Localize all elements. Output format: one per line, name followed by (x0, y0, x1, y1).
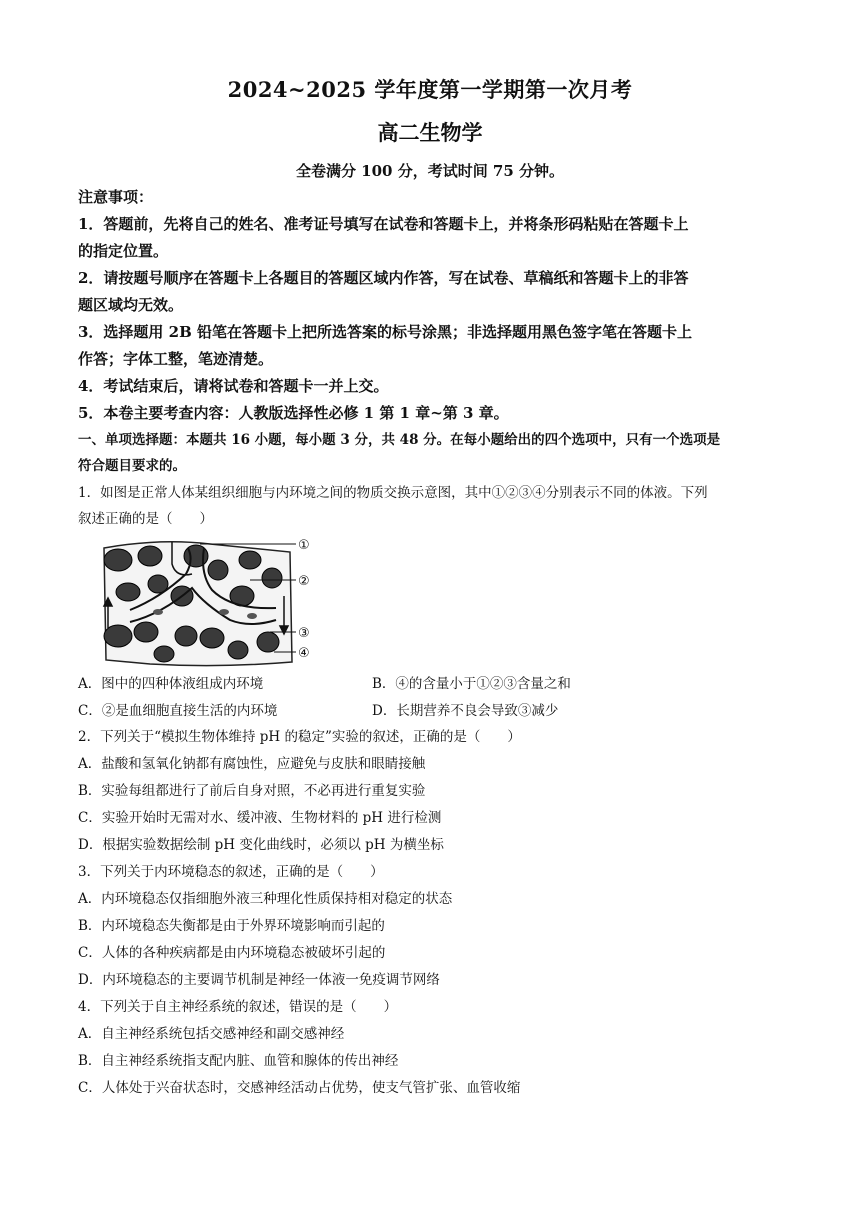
section-heading-cont: 符合题目要求的。 (78, 458, 186, 474)
q3-option-b: B．内环境稳态失衡都是由于外界环境影响而引起的 (78, 918, 385, 934)
notice-line: 1．答题前，先将自己的姓名、准考证号填写在试卷和答题卡上，并将条形码粘贴在答题卡上 (78, 215, 689, 233)
q2-option-b: B．实验每组都进行了前后自身对照，不必再进行重复实验 (78, 783, 426, 799)
exam-title: 2024~2025 学年度第一学期第一次月考 (227, 77, 633, 102)
q2-option-d: D．根据实验数据绘制 pH 变化曲线时，必须以 pH 为横坐标 (78, 837, 444, 853)
q2-stem: 2．下列关于“模拟生物体维持 pH 的稳定”实验的叙述，正确的是（ ） (78, 729, 521, 745)
q1-option-d: D．长期营养不良会导致③减少 (372, 703, 559, 719)
q3-option-c: C．人体的各种疾病都是由内环境稳态被破坏引起的 (78, 945, 386, 961)
notice-line: 3．选择题用 2B 铅笔在答题卡上把所选答案的标号涂黑；非选择题用黑色签字笔在答题卡上 (78, 323, 693, 341)
q1-option-c: C．②是血细胞直接生活的内环境 (78, 703, 278, 719)
notice-line: 4．考试结束后，请将试卷和答题卡一并上交。 (78, 377, 389, 395)
q1-option-b: B．④的含量小于①②③含量之和 (372, 676, 571, 692)
notice-line: 5．本卷主要考查内容：人教版选择性必修 1 第 1 章~第 3 章。 (78, 404, 509, 422)
q3-stem: 3．下列关于内环境稳态的叙述，正确的是（ ） (78, 864, 384, 880)
exam-subject: 高二生物学 (377, 120, 483, 145)
notice-heading: 注意事项： (78, 188, 154, 206)
q2-option-a: A．盐酸和氢氧化钠都有腐蚀性，应避免与皮肤和眼睛接触 (78, 756, 426, 772)
tissue-exchange-diagram (100, 534, 320, 670)
figure-label: ③ (298, 626, 310, 641)
q3-option-d: D．内环境稳态的主要调节机制是神经一体液一免疫调节网络 (78, 972, 440, 988)
q4-option-a: A．自主神经系统包括交感神经和副交感神经 (78, 1026, 345, 1042)
notice-line: 作答；字体工整，笔迹清楚。 (78, 350, 274, 368)
q1-option-a: A．图中的四种体液组成内环境 (78, 676, 264, 692)
notice-line: 题区域均无效。 (78, 296, 184, 314)
figure-label: ④ (298, 646, 310, 661)
figure-label: ① (298, 538, 310, 553)
q1-stem-cont: 叙述正确的是（ ） (78, 511, 213, 527)
q4-option-c: C．人体处于兴奋状态时，交感神经活动占优势，使支气管扩张、血管收缩 (78, 1080, 521, 1096)
q4-option-b: B．自主神经系统指支配内脏、血管和腺体的传出神经 (78, 1053, 399, 1069)
q1-stem: 1．如图是正常人体某组织细胞与内环境之间的物质交换示意图，其中①②③④分别表示不同的体液。下列 (78, 485, 708, 501)
q4-stem: 4．下列关于自主神经系统的叙述，错误的是（ ） (78, 999, 398, 1015)
notice-line: 的指定位置。 (78, 242, 169, 260)
section-heading: 一、单项选择题：本题共 16 小题，每小题 3 分，共 48 分。在每小题给出的四个选项中，只有一个选项是 (78, 432, 721, 448)
score-info: 全卷满分 100 分，考试时间 75 分钟。 (295, 162, 565, 180)
figure-label: ② (298, 574, 310, 589)
q3-option-a: A．内环境稳态仅指细胞外液三种理化性质保持相对稳定的状态 (78, 891, 453, 907)
notice-line: 2．请按题号顺序在答题卡上各题目的答题区域内作答，写在试卷、草稿纸和答题卡上的非答 (78, 269, 689, 287)
q2-option-c: C．实验开始时无需对水、缓冲液、生物材料的 pH 进行检测 (78, 810, 442, 826)
